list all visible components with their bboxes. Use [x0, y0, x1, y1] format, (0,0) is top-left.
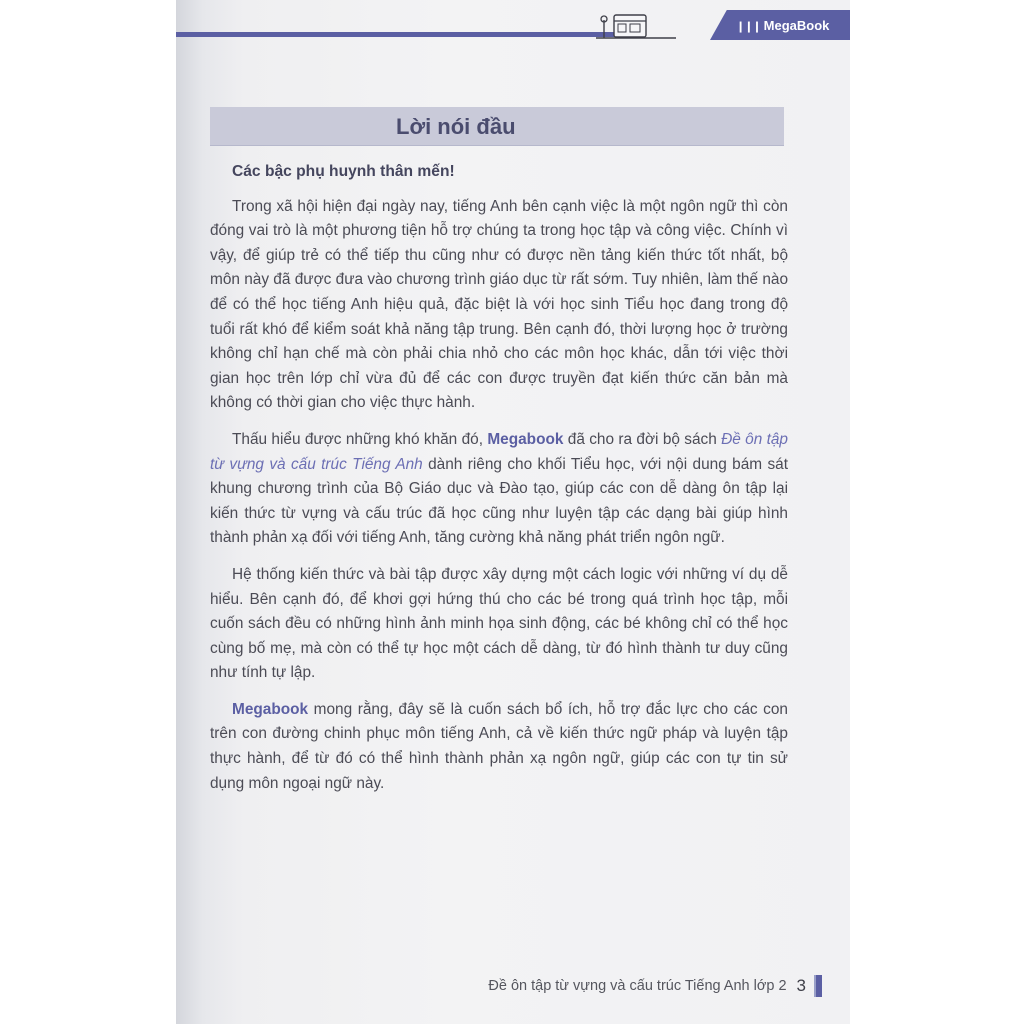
paragraph-4-text: mong rằng, đây sẽ là cuốn sách bổ ích, hỗ trợ đắc lực cho các con trên con đường chinh phục môn tiếng Anh, cả về kiến thức ngữ pháp và luyện tập thực hành, để từ đó có thể hình thành phản xạ ngôn ngữ, giúp các con tự tin sử dụng môn ngoại ngữ này. [210, 700, 788, 792]
paragraph-2-text-a: Thấu hiểu được những khó khăn đó, [232, 430, 488, 448]
paragraph-1 [210, 195, 788, 416]
book-page [176, 0, 850, 1024]
title-band [210, 107, 784, 146]
footer-book-title: Đề ôn tập từ vựng và cấu trúc Tiếng Anh lớp 2 [488, 978, 787, 994]
bus-stop-icon [596, 12, 676, 40]
triple-bar-icon: ❙❙❙ [736, 21, 761, 33]
header-rule [176, 32, 616, 37]
paragraph-2 [210, 428, 788, 551]
paragraph-1-text: Trong xã hội hiện đại ngày nay, tiếng Anh bên cạnh việc là một ngôn ngữ thì còn đóng vai trò là một phương tiện hỗ trợ chúng ta trong học tập và công việc. Chính vì vậy, để giúp trẻ có thể tiếp thu cũng như có được nền tảng kiến thức tốt nhất, bộ môn này đã được đưa vào chương trình giáo dục từ rất sớm. Tuy nhiên, làm thế nào để có thể học tiếng Anh hiệu quả, đặc biệt là với học sinh Tiểu học đang trong độ tuổi rất khó để kiểm soát khả năng tập trung. Bên cạnh đó, thời lượng học ở trường không chỉ hạn chế mà còn phải chia nhỏ cho các môn học khác, dẫn tới việc thời gian học trên lớp chỉ vừa đủ để các con được truyền đạt kiến thức căn bản mà không có thời gian cho việc thực hành. [210, 197, 788, 412]
page-footer [488, 974, 822, 998]
paragraph-3 [210, 563, 788, 686]
paragraph-3-text: Hệ thống kiến thức và bài tập được xây dựng một cách logic với những ví dụ dễ hiểu. Bên cạnh đó, để khơi gợi hứng thú cho các bé trong quá trình học tập, mỗi cuốn sách đều có những hình ảnh minh họa sinh động, các bé không chỉ có thể học cùng bố mẹ, mà còn có thể tự học một cách dễ dàng, từ đó hình thành tư duy cũng như tính tự lập. [210, 565, 788, 682]
salutation: Các bậc phụ huynh thân mến! [232, 163, 455, 180]
preface-body [210, 160, 788, 808]
scan-margin-right [850, 0, 1024, 1024]
paragraph-4 [210, 698, 788, 796]
page-title: Lời nói đầu [396, 114, 516, 139]
book-title-mention: Đề ôn tập từ vựng và cấu trúc Tiếng Anh [210, 430, 788, 473]
brand-mention: Megabook [487, 430, 564, 448]
page-number-bar [814, 975, 822, 997]
brand-name: MegaBook [763, 18, 830, 33]
paragraph-2-text-b: đã cho ra đời bộ sách [563, 430, 722, 448]
scan-margin-left [0, 0, 176, 1024]
brand-mention: Megabook [232, 700, 309, 718]
paragraph-2-text-c: dành riêng cho khối Tiểu học, với nội dung bám sát khung chương trình của Bộ Giáo dục và Đào tạo, giúp các con dễ dàng ôn tập lại kiến thức từ vựng và cấu trúc đã học cũng như luyện tập các dạng bài giúp hình thành phản xạ đối với tiếng Anh, tăng cường khả năng phát triển ngôn ngữ. [210, 455, 788, 547]
brand-logo [736, 12, 829, 40]
page-number: 3 [796, 976, 806, 995]
